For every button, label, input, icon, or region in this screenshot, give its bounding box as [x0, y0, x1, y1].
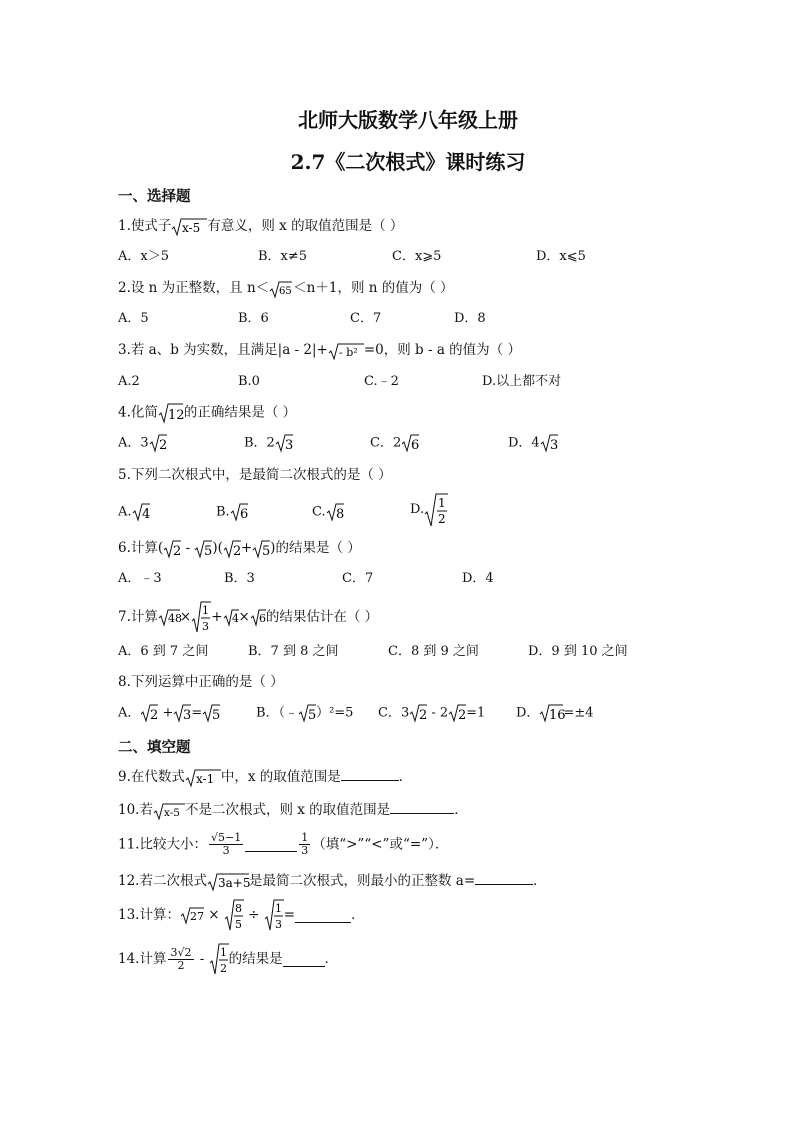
option-8a[interactable]: A． 2 + 3 = 5 [118, 703, 220, 724]
sqrt-icon [173, 703, 191, 723]
option-1c[interactable]: C．x⩾5 [392, 249, 442, 264]
svg-text:6: 6 [258, 612, 266, 625]
options-4 [118, 433, 718, 455]
svg-text:2: 2 [173, 543, 182, 559]
option-6d[interactable]: D．4 [462, 571, 494, 586]
svg-text:5: 5 [204, 543, 213, 559]
svg-text:1: 1 [274, 902, 282, 915]
sqrt-fraction-icon [424, 492, 448, 528]
sqrt-icon [140, 703, 158, 723]
sqrt-icon [448, 703, 466, 723]
options-2 [118, 309, 718, 329]
svg-text:1: 1 [219, 946, 227, 959]
sqrt-fraction-icon [264, 898, 284, 932]
fraction-1-over-3: $\frac{1}{3}$ [301, 831, 309, 857]
svg-text:4: 4 [231, 612, 239, 625]
sqrt-icon [540, 433, 558, 453]
option-2d[interactable]: D．8 [454, 311, 486, 326]
option-8c[interactable]: C．3 2 - 2 2 =1 [378, 703, 485, 724]
option-5d[interactable]: D. 1 2 [410, 492, 448, 528]
option-6b[interactable]: B．3 [224, 571, 255, 586]
question-6: 6.计算( 2 - 5 )( 2 + 5 )的结果是（ ） [118, 540, 361, 559]
section-choice: 一、选择题 [118, 188, 191, 205]
svg-text:4: 4 [141, 507, 150, 522]
svg-text:5: 5 [308, 708, 317, 723]
sqrt-icon [194, 539, 212, 559]
sqrt-icon [275, 433, 293, 453]
options-3 [118, 372, 718, 392]
svg-text:2: 2 [458, 708, 467, 723]
svg-text:2: 2 [219, 962, 227, 975]
sqrt-icon [223, 607, 239, 627]
option-2b[interactable]: B．6 [238, 311, 269, 326]
answer-blank-13[interactable] [295, 908, 351, 923]
question-3: 3.若 a、b 为实数，且满足|a - 2|+ - b² =0，则 b - a 的值为（ ） [118, 342, 521, 359]
svg-text:27: 27 [189, 910, 204, 923]
sqrt-icon [250, 607, 266, 627]
option-7a[interactable]: A．6 到 7 之间 [118, 644, 209, 659]
option-3d[interactable]: D.以上都不对 [482, 374, 562, 389]
option-4c[interactable]: C．2 6 [370, 433, 419, 454]
svg-text:48: 48 [167, 612, 182, 625]
options-1 [118, 247, 718, 267]
radical-neg-b-squared [328, 341, 364, 361]
svg-text:3: 3 [549, 438, 558, 453]
fraction-sqrt5-minus-1-over-3: $\frac{√5-1}{3}$ [210, 831, 242, 857]
answer-blank-9[interactable] [341, 766, 399, 781]
option-1a[interactable]: A．x＞5 [118, 249, 169, 264]
option-5c[interactable]: C. 8 [312, 502, 344, 523]
svg-text:5: 5 [234, 918, 242, 931]
sqrt-icon [252, 539, 270, 559]
svg-text:2: 2 [158, 438, 167, 453]
radical-65 [269, 279, 293, 299]
option-1b[interactable]: B．x≠5 [258, 249, 308, 264]
question-2: 2.设 n 为正整数，且 n＜ 65 ＜n＋1，则 n 的值为（ ） [118, 280, 454, 297]
sqrt-icon [202, 703, 220, 723]
option-3c[interactable]: C.﹣2 [364, 374, 399, 389]
answer-blank-12[interactable] [475, 870, 533, 885]
sqrt-icon [158, 607, 180, 627]
option-8b[interactable]: B．（﹣ 5 ）²=5 [256, 703, 353, 724]
sqrt-icon [132, 502, 150, 522]
svg-text:x-5: x-5 [163, 806, 180, 819]
svg-text:65: 65 [279, 285, 292, 297]
sqrt-icon [149, 433, 167, 453]
svg-text:x-5: x-5 [182, 220, 201, 235]
options-7 [118, 642, 718, 662]
svg-text:2: 2 [419, 708, 428, 723]
radical-x-minus-5 [171, 217, 207, 237]
options-8 [118, 703, 718, 725]
sqrt-icon [326, 502, 344, 522]
radical-12 [158, 402, 184, 424]
option-2a[interactable]: A．5 [118, 311, 149, 326]
question-11: 11.比较大小： $\frac{√5-1}{3}$ $\frac{1}{3}$ （填“>”“<”或“=”）． [118, 831, 449, 857]
option-7d[interactable]: D．9 到 10 之间 [528, 644, 628, 659]
option-1d[interactable]: D．x⩽5 [536, 249, 586, 264]
svg-text:16: 16 [549, 708, 566, 723]
svg-text:- b²: - b² [338, 345, 358, 359]
sqrt-icon [401, 433, 419, 453]
question-4: 4.化简 12 的正确结果是（ ） [118, 402, 296, 424]
svg-text:3: 3 [284, 438, 294, 453]
radical-x-minus-5 [153, 801, 185, 821]
question-1: 1.使式子 x-5 有意义，则 x 的取值范围是（ ） [118, 218, 404, 235]
sqrt-icon [163, 539, 181, 559]
question-10: 10.若 x-5 不是二次根式，则 x 的取值范围是 ． [118, 799, 468, 821]
option-7b[interactable]: B．7 到 8 之间 [248, 644, 339, 659]
svg-text:2: 2 [150, 708, 159, 723]
option-4b[interactable]: B．2 3 [244, 433, 293, 454]
option-6c[interactable]: C．7 [342, 571, 374, 586]
option-7c[interactable]: C．8 到 9 之间 [388, 644, 479, 659]
option-3b[interactable]: B.0 [238, 374, 260, 389]
options-6 [118, 569, 718, 589]
section-fill: 二、填空题 [118, 739, 191, 756]
svg-text:5: 5 [212, 708, 221, 723]
option-5b[interactable]: B. 6 [216, 502, 248, 523]
svg-text:x-1: x-1 [195, 771, 215, 786]
document-subtitle: 2.7《二次根式》课时练习 [290, 150, 526, 174]
option-4d[interactable]: D．4 3 [508, 433, 558, 454]
svg-text:8: 8 [234, 902, 242, 915]
option-5a[interactable]: A. 4 [118, 502, 150, 523]
question-8: 8.下列运算中正确的是（ ） [118, 674, 284, 690]
radical-3a-plus-5 [207, 872, 249, 892]
svg-text:3: 3 [274, 918, 282, 931]
sqrt-fraction-icon [191, 600, 211, 634]
question-14: 14.计算 $\frac{3√2}{2}$ - 1 2 的结果是 ． [118, 942, 338, 978]
svg-text:3a+5: 3a+5 [217, 875, 251, 890]
document-title: 北师大版数学八年级上册 [298, 108, 518, 132]
options-5 [118, 496, 718, 532]
svg-text:3: 3 [202, 620, 210, 633]
answer-blank-11[interactable] [245, 837, 297, 852]
option-6a[interactable]: A．﹣3 [118, 571, 162, 586]
option-2c[interactable]: C．7 [350, 311, 382, 326]
option-8d[interactable]: D． 16 =±4 [516, 703, 594, 724]
question-12: 12.若二次根式 3a+5 是最简二次根式，则最小的正整数 a= ． [118, 870, 547, 892]
fraction-3sqrt2-over-2: $\frac{3√2}{2}$ [170, 945, 192, 972]
svg-text:1: 1 [438, 496, 446, 510]
question-13: 13.计算： 27 × 8 5 ÷ 1 3 = ． [118, 898, 365, 934]
svg-text:6: 6 [239, 507, 248, 522]
svg-text:12: 12 [167, 408, 185, 423]
sqrt-icon [409, 703, 427, 723]
sqrt-icon [223, 539, 241, 559]
sqrt-icon [180, 905, 204, 925]
question-5: 5.下列二次根式中，是最简二次根式的是（ ） [118, 467, 392, 483]
answer-blank-14[interactable] [283, 952, 325, 967]
option-3a[interactable]: A.2 [118, 374, 140, 389]
radical-x-minus-1 [185, 768, 221, 788]
option-4a[interactable]: A．3 2 [118, 433, 167, 454]
svg-text:5: 5 [262, 543, 271, 559]
svg-text:8: 8 [335, 507, 344, 522]
question-7: 7.计算 48 × 1 3 + 4 × 6 的结果估计在（ ） [118, 600, 378, 634]
sqrt-icon [230, 502, 248, 522]
answer-blank-10[interactable] [390, 799, 454, 814]
svg-text:2: 2 [232, 543, 242, 559]
question-9: 9.在代数式 x-1 中，x 的取值范围是 ． [118, 766, 412, 788]
svg-text:3: 3 [183, 708, 192, 723]
sqrt-fraction-icon [209, 942, 229, 976]
sqrt-icon [539, 703, 566, 723]
svg-text:2: 2 [438, 512, 446, 526]
sqrt-icon [298, 703, 316, 723]
svg-text:6: 6 [411, 438, 420, 453]
sqrt-fraction-icon [224, 898, 244, 932]
svg-text:1: 1 [202, 604, 210, 617]
